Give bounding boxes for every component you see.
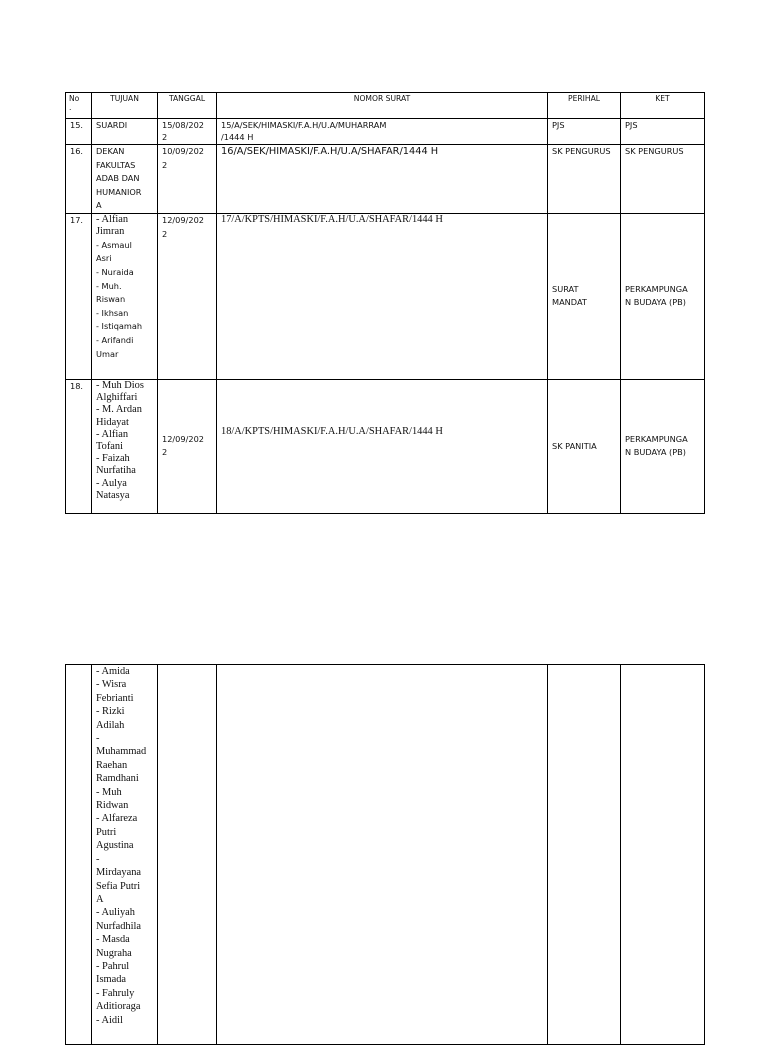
tujuan-line: Ridwan bbox=[96, 800, 129, 812]
tujuan-line: Adilah bbox=[96, 719, 125, 731]
header-perihal: PERIHAL bbox=[548, 93, 621, 119]
cell-nomor-surat bbox=[217, 379, 548, 513]
tujuan-line: Ismada bbox=[96, 974, 127, 986]
cell-tanggal bbox=[158, 145, 217, 214]
tanggal-line: 15/08/202 bbox=[162, 120, 204, 130]
ket-line: N BUDAYA (PB) bbox=[625, 297, 686, 308]
header-ket: KET bbox=[621, 93, 705, 119]
tujuan-line: - Wisra bbox=[96, 679, 127, 691]
tanggal-line: 2 bbox=[162, 159, 168, 170]
tujuan-line: - Amida bbox=[96, 666, 130, 677]
perihal-line: PJS bbox=[552, 120, 565, 130]
cell-perihal bbox=[548, 145, 621, 214]
cell-tanggal bbox=[158, 379, 217, 513]
header-no-dot: . bbox=[69, 103, 72, 112]
ket-line: PERKAMPUNGA bbox=[625, 433, 688, 444]
tujuan-line: - Nuraida bbox=[96, 266, 134, 277]
tujuan-line: - Muh bbox=[96, 786, 122, 798]
tujuan-line: Nugraha bbox=[96, 947, 132, 959]
tujuan-line: - Faizah bbox=[96, 453, 130, 465]
tujuan-line: Hidayat bbox=[96, 416, 129, 428]
tujuan-line: Jimran bbox=[96, 226, 125, 238]
nomor-surat-line: 16/A/SEK/HIMASKI/F.A.H/U.A/SHAFAR/1444 H bbox=[221, 146, 439, 157]
table-row bbox=[66, 213, 705, 379]
cell-ket bbox=[621, 119, 705, 145]
tujuan-line: - Muh Dios bbox=[96, 379, 144, 391]
tujuan-line: - Istiqamah bbox=[96, 321, 143, 332]
tujuan-line: Riswan bbox=[96, 294, 126, 305]
tujuan-line: DEKAN bbox=[96, 146, 125, 156]
tujuan-line: Alghiffari bbox=[96, 392, 138, 404]
header-no bbox=[66, 93, 92, 119]
tujuan-line: Aditioraga bbox=[96, 1001, 141, 1013]
tujuan-line: - Masda bbox=[96, 934, 130, 946]
header-no-label: No bbox=[69, 94, 80, 103]
cell-tujuan bbox=[92, 119, 158, 145]
cell-perihal bbox=[548, 213, 621, 379]
tujuan-line: Nurfadhila bbox=[96, 920, 142, 932]
tujuan-line: - Asmaul bbox=[96, 239, 132, 250]
tujuan-line: A bbox=[96, 200, 102, 211]
cell-nomor-surat bbox=[217, 119, 548, 145]
cell-tanggal bbox=[158, 119, 217, 145]
ket-line: N BUDAYA (PB) bbox=[625, 447, 686, 458]
tujuan-line: Natasya bbox=[96, 489, 130, 501]
ket-line: PERKAMPUNGA bbox=[625, 283, 688, 294]
tujuan-line: FAKULTAS bbox=[96, 159, 136, 170]
cell-ket bbox=[621, 145, 705, 214]
tujuan-line: - Ikhsan bbox=[96, 307, 129, 318]
cell-no: 16. bbox=[66, 145, 92, 214]
tujuan-line: SUARDI bbox=[96, 120, 128, 130]
tujuan-line: - Aidil bbox=[96, 1014, 123, 1026]
header-tujuan: TUJUAN bbox=[92, 93, 158, 119]
tanggal-line: 12/09/202 bbox=[162, 433, 204, 444]
cell-ket bbox=[621, 213, 705, 379]
table-row bbox=[66, 379, 705, 513]
nomor-surat-line: 17/A/KPTS/HIMASKI/F.A.H/U.A/SHAFAR/1444 H bbox=[221, 213, 443, 225]
tujuan-line: - Alfian bbox=[96, 213, 129, 225]
tujuan-line: - Aulya bbox=[96, 477, 127, 489]
cell-tujuan bbox=[92, 379, 158, 513]
tujuan-line: Umar bbox=[96, 348, 119, 359]
table-row bbox=[66, 119, 705, 145]
tanggal-line: 2 bbox=[162, 132, 168, 142]
table-row bbox=[66, 665, 705, 1045]
tujuan-line: - Alfian bbox=[96, 428, 129, 440]
cell-perihal bbox=[548, 665, 621, 1045]
cell-no: 17. bbox=[66, 213, 92, 379]
tujuan-line: Putri bbox=[96, 826, 117, 838]
tanggal-line: 10/09/202 bbox=[162, 146, 204, 156]
tujuan-line: Agustina bbox=[96, 840, 134, 852]
cell-nomor-surat bbox=[217, 665, 548, 1045]
tujuan-line: - Alfareza bbox=[96, 813, 138, 825]
tujuan-line: - Rizki bbox=[96, 706, 125, 718]
tujuan-line: Febrianti bbox=[96, 692, 134, 704]
perihal-line: SK PENGURUS bbox=[552, 146, 611, 156]
nomor-surat-line: 15/A/SEK/HIMASKI/F.A.H/U.A/MUHARRAM bbox=[221, 120, 387, 130]
ket-line: PJS bbox=[625, 120, 638, 130]
letter-register-table-continued bbox=[65, 664, 705, 1045]
cell-ket bbox=[621, 665, 705, 1045]
cell-tujuan bbox=[92, 213, 158, 379]
header-row bbox=[66, 93, 705, 119]
tujuan-line: Tofani bbox=[96, 440, 123, 452]
tujuan-line: - M. Ardan bbox=[96, 404, 142, 416]
tujuan-line: - bbox=[96, 853, 100, 865]
cell-tanggal bbox=[158, 213, 217, 379]
cell-tujuan bbox=[92, 145, 158, 214]
cell-ket bbox=[621, 379, 705, 513]
perihal-line: SK PANITIA bbox=[552, 440, 597, 451]
cell-no bbox=[66, 665, 92, 1045]
tujuan-line: ADAB DAN bbox=[96, 173, 140, 184]
tujuan-line: HUMANIOR bbox=[96, 186, 142, 197]
perihal-line: MANDAT bbox=[552, 297, 587, 308]
tujuan-line: Muhammad bbox=[96, 746, 147, 758]
tanggal-line: 12/09/202 bbox=[162, 214, 204, 225]
nomor-surat-line: 18/A/KPTS/HIMASKI/F.A.H/U.A/SHAFAR/1444 H bbox=[221, 426, 443, 438]
tujuan-line: - bbox=[96, 733, 100, 745]
tujuan-line: Nurfatiha bbox=[96, 465, 136, 477]
tujuan-line: - Muh. bbox=[96, 280, 122, 291]
tujuan-line: - Fahruly bbox=[96, 987, 135, 999]
tujuan-line: - Pahrul bbox=[96, 960, 130, 972]
tujuan-line: A bbox=[96, 893, 104, 905]
cell-perihal bbox=[548, 119, 621, 145]
cell-no: 18. bbox=[66, 379, 92, 513]
letter-register-table bbox=[65, 92, 705, 514]
tujuan-line: Sefia Putri bbox=[96, 880, 141, 892]
cell-no: 15. bbox=[66, 119, 92, 145]
cell-tanggal bbox=[158, 665, 217, 1045]
tanggal-line: 2 bbox=[162, 447, 168, 458]
table-row bbox=[66, 145, 705, 214]
nomor-surat-line: /1444 H bbox=[221, 132, 254, 142]
perihal-line: SURAT bbox=[552, 283, 579, 294]
tujuan-line: Mirdayana bbox=[96, 867, 142, 879]
cell-perihal bbox=[548, 379, 621, 513]
cell-tujuan bbox=[92, 665, 158, 1045]
cell-nomor-surat bbox=[217, 145, 548, 214]
tujuan-line: Raehan bbox=[96, 759, 128, 771]
ket-line: SK PENGURUS bbox=[625, 146, 684, 156]
header-tanggal: TANGGAL bbox=[158, 93, 217, 119]
tujuan-line: - Arifandi bbox=[96, 334, 134, 345]
cell-nomor-surat bbox=[217, 213, 548, 379]
header-nomor-surat: NOMOR SURAT bbox=[217, 93, 548, 119]
tujuan-line: - Auliyah bbox=[96, 907, 135, 919]
tujuan-line: Asri bbox=[96, 253, 112, 264]
tujuan-line: Ramdhani bbox=[96, 773, 139, 785]
tanggal-line: 2 bbox=[162, 228, 168, 239]
